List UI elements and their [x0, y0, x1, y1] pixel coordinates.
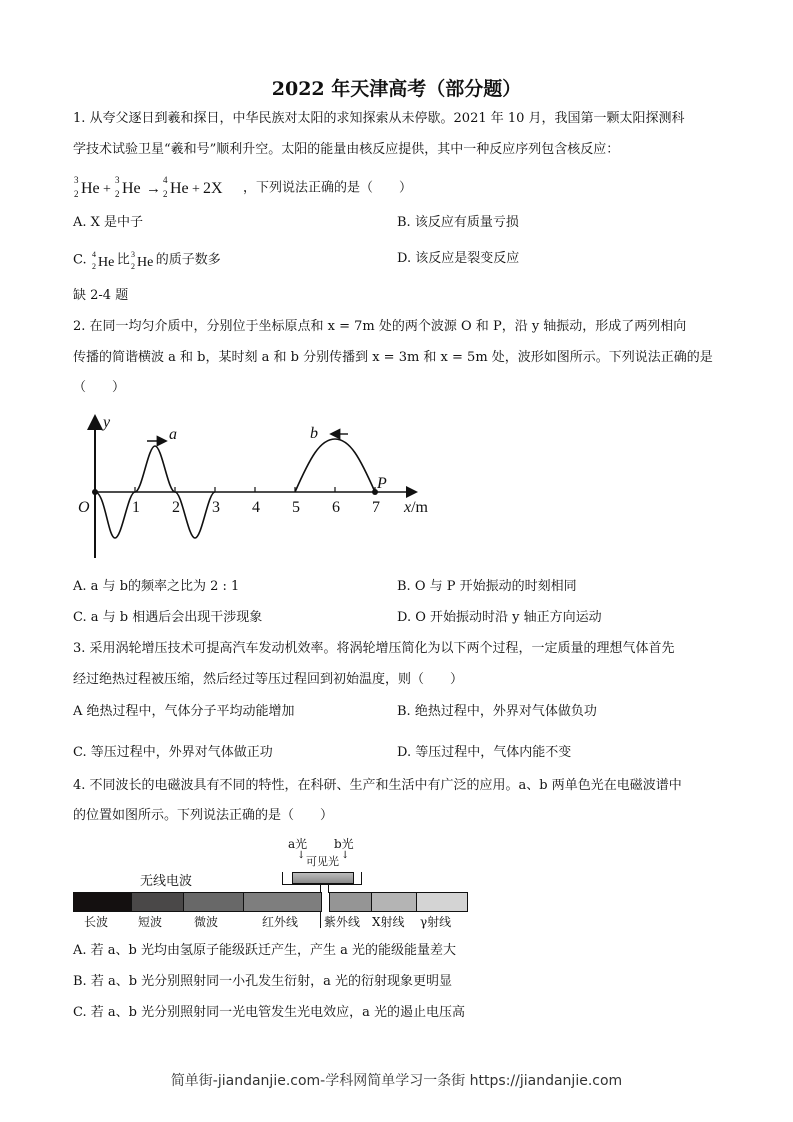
svg-text:+: +: [103, 182, 111, 197]
wave-b: [295, 439, 375, 492]
he4-nuclide: [91, 250, 117, 270]
q2-option-d: D. O 开始振动时沿 y 轴正方向运动: [397, 610, 602, 625]
q1-option-c: [73, 250, 221, 270]
visible-band: [292, 872, 354, 884]
svg-text:3: 3: [130, 250, 135, 259]
svg-text:3: 3: [74, 175, 79, 185]
q1-stem-tail: ，下列说法正确的是（ ）: [243, 180, 413, 196]
band-long-wave: [73, 892, 133, 912]
band-microwave: [183, 892, 245, 912]
band-label: X射线: [372, 915, 405, 929]
missing-questions-note: 缺 2-4 题: [73, 288, 129, 303]
svg-text:4: 4: [163, 175, 168, 185]
q2-option-c: C. a 与 b 相遇后会出现干涉现象: [73, 610, 263, 625]
source-o-dot: [92, 489, 98, 495]
origin-label: O: [78, 499, 90, 516]
q2-stem-line2: 传播的简谐横波 a 和 b，某时刻 a 和 b 分别传播到 x = 3m 和 x = 5m 处，波形如图所示。下列说法正确的是: [73, 350, 713, 365]
em-spectrum-figure: [70, 834, 475, 934]
svg-text:2: 2: [163, 189, 168, 199]
footer-watermark: 简单街-jiandanjie.com-学科网简单学习一条街 https://jiandanjie.com: [170, 1073, 623, 1089]
q3-option-b: B. 绝热过程中，外界对气体做负功: [397, 704, 597, 719]
q1-equation-line: [73, 172, 412, 202]
page-title: 2022 年天津高考（部分题）: [271, 78, 522, 100]
q1-option-d: D. 该反应是裂变反应: [397, 251, 520, 266]
q1-option-b: B. 该反应有质量亏损: [397, 215, 519, 230]
q4-option-c: C. 若 a、b 光分别照射同一光电管发生光电效应，a 光的遏止电压高: [73, 1005, 465, 1020]
q4-option-a: A. 若 a、b 光均由氢原子能级跃迁产生，产生 a 光的能级能量差大: [73, 943, 457, 958]
band-label: γ射线: [420, 915, 452, 929]
svg-text:1: 1: [132, 499, 140, 516]
q1-option-c-mid: 比: [116, 252, 130, 268]
svg-text:He: He: [136, 255, 154, 270]
svg-text:2: 2: [91, 262, 96, 270]
radio-wave-label: 无线电波: [140, 874, 193, 889]
svg-text:6: 6: [332, 499, 340, 516]
q2-stem-line3: （ ）: [73, 380, 126, 395]
q3-option-d: D. 等压过程中，气体内能不变: [397, 745, 572, 760]
band-ultraviolet: [329, 892, 373, 912]
q2-option-b: B. O 与 P 开始振动的时刻相同: [397, 579, 577, 594]
q4-stem-line1: 4. 不同波长的电磁波具有不同的特性，在科研、生产和生活中有广泛的应用。a、b 两单色光在电磁波谱中: [73, 778, 682, 793]
svg-text:3: 3: [115, 175, 120, 185]
svg-text:7: 7: [372, 499, 380, 516]
wave-b-label: b: [310, 425, 318, 442]
svg-text:2: 2: [115, 189, 120, 199]
q3-stem-line2: 经过绝热过程被压缩，然后经过等压过程回到初始温度，则（ ）: [73, 672, 464, 687]
svg-text:→: →: [146, 181, 161, 197]
band-label: 长波: [84, 915, 109, 929]
svg-text:2: 2: [74, 189, 79, 199]
band-label: 紫外线: [324, 915, 361, 929]
q1-option-a: A. X 是中子: [73, 215, 144, 230]
wave-figure: [70, 408, 450, 568]
x-axis-label: x/m: [404, 499, 428, 516]
q1-stem-line2: 学技术试验卫星“羲和号”顺利升空。太阳的能量由核反应提供，其中一种反应序列包含核反应：: [73, 142, 620, 157]
he3-nuclide: [130, 250, 156, 270]
svg-text:+: +: [192, 182, 200, 197]
svg-text:3: 3: [212, 499, 220, 516]
q1-stem-line1: 1. 从夸父逐日到羲和探日，中华民族对太阳的求知探索从未停歇。2021 年 10 月，我国第一颗太阳探测科: [73, 111, 685, 126]
wave-a-label: a: [169, 426, 177, 443]
q2-stem-line1: 2. 在同一均匀介质中，分别位于坐标原点和 x = 7m 处的两个波源 O 和 P，沿 y 轴振动，形成了两列相向: [73, 319, 687, 334]
nuclear-equation: [73, 172, 243, 202]
band-gamma: [416, 892, 468, 912]
b-light-arrow-icon: ↓: [341, 850, 350, 861]
band-label: 短波: [138, 915, 163, 929]
svg-text:2X: 2X: [203, 180, 223, 197]
b-light-label: b光: [334, 837, 354, 851]
svg-text:4: 4: [91, 250, 96, 259]
svg-text:5: 5: [292, 499, 300, 516]
svg-text:2: 2: [130, 262, 135, 270]
a-light-arrow-icon: ↓: [297, 850, 306, 861]
svg-text:He: He: [122, 180, 141, 197]
svg-text:He: He: [97, 255, 115, 270]
q4-stem-line2: 的位置如图所示。下列说法正确的是（ ）: [73, 808, 334, 823]
q1-option-c-prefix: C.: [73, 252, 91, 268]
band-label: 微波: [194, 915, 219, 929]
svg-text:2: 2: [172, 499, 180, 516]
q3-option-a: A 绝热过程中，气体分子平均动能增加: [73, 704, 295, 719]
svg-text:He: He: [81, 180, 100, 197]
band-short-wave: [131, 892, 185, 912]
band-label: 红外线: [262, 915, 299, 929]
q2-option-a: A. a 与 b的频率之比为 2 : 1: [73, 579, 240, 594]
q3-option-c: C. 等压过程中，外界对气体做正功: [73, 745, 273, 760]
svg-text:He: He: [170, 180, 189, 197]
visible-light-label: 可见光: [306, 855, 339, 868]
point-p-label: P: [377, 475, 387, 492]
svg-text:4: 4: [252, 499, 260, 516]
a-light-label: a光: [288, 837, 308, 851]
q3-stem-line1: 3. 采用涡轮增压技术可提高汽车发动机效率。将涡轮增压简化为以下两个过程，一定质量的理想气体首先: [73, 641, 675, 656]
y-axis-label: y: [103, 414, 111, 431]
band-xray: [371, 892, 418, 912]
band-infrared: [243, 892, 322, 912]
q1-option-c-suffix: 的质子数多: [155, 252, 221, 268]
q4-option-b: B. 若 a、b 光分别照射同一小孔发生衍射，a 光的衍射现象更明显: [73, 974, 453, 989]
